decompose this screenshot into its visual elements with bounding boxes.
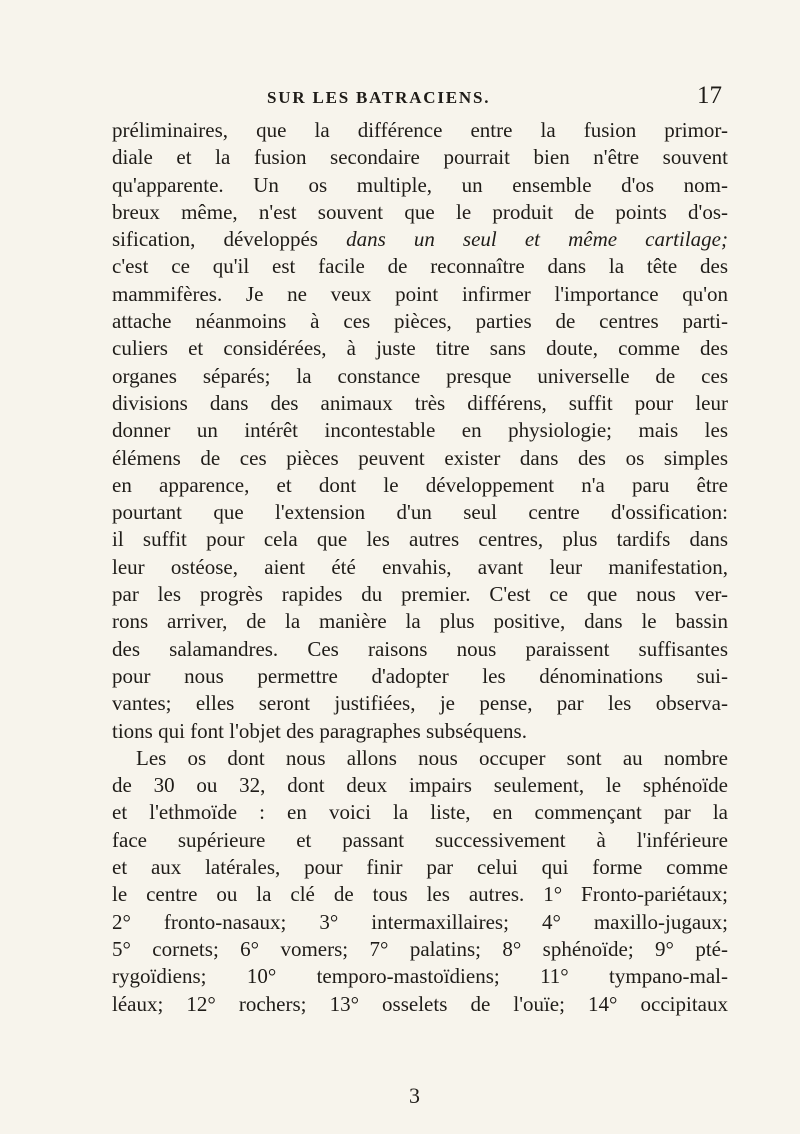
text-line: des salamandres. Ces raisons nous paraissent suffisantes	[112, 636, 728, 661]
text-line-with-italic	[112, 226, 728, 253]
text-line: en apparence, et dont le développement n'a paru être	[112, 472, 728, 497]
text-line: mammifères. Je ne veux point infirmer l'importance qu'on	[112, 281, 728, 306]
text-line: c'est ce qu'il est facile de reconnaître dans la tête des	[112, 254, 728, 279]
text-line: divisions dans des animaux très différens, suffit pour leur	[112, 390, 728, 415]
text-line: et aux latérales, pour finir par celui qui forme comme	[112, 855, 728, 880]
text-line: vantes; elles seront justifiées, je pense, par les observa-	[112, 691, 728, 716]
text-line: organes séparés; la constance presque universelle de ces	[112, 363, 728, 388]
text-line: leur ostéose, aient été envahis, avant leur manifestation,	[112, 554, 728, 579]
text-line: rygoïdiens; 10° temporo-mastoïdiens; 11° tympano-mal-	[112, 964, 728, 989]
text-line: face supérieure et passant successivement à l'inférieure	[112, 827, 728, 852]
italic-phrase: dans un seul et même cartilage;	[346, 227, 728, 252]
text-line: qu'apparente. Un os multiple, un ensemble d'os nom-	[112, 172, 728, 197]
text-line: par les progrès rapides du premier. C'est ce que nous ver-	[112, 582, 728, 607]
page-header	[0, 82, 800, 112]
text-line-paragraph-start: Les os dont nous allons nous occuper sont au nombre	[136, 745, 728, 770]
page-number: 17	[697, 82, 722, 109]
text-line: attache néanmoins à ces pièces, parties de centres parti-	[112, 309, 728, 334]
signature-mark: 3	[409, 1083, 420, 1108]
text-line: breux même, n'est souvent que le produit de points d'os-	[112, 199, 728, 224]
running-head: SUR LES BATRACIENS.	[267, 88, 491, 107]
text-line: préliminaires, que la différence entre la fusion primor-	[112, 118, 728, 142]
text-line: élémens de ces pièces peuvent exister dans des os simples	[112, 445, 728, 470]
text-line: léaux; 12° rochers; 13° osselets de l'ouïe; 14° occipitaux	[112, 991, 728, 1016]
text-line: rons arriver, de la manière la plus positive, dans le bassin	[112, 609, 728, 634]
text-line: le centre ou la clé de tous les autres. 1° Fronto-pariétaux;	[112, 882, 728, 907]
text-line: culiers et considérées, à juste titre sans doute, comme des	[112, 336, 728, 361]
text-line: pour nous permettre d'adopter les dénominations sui-	[112, 663, 728, 688]
text-line: de 30 ou 32, dont deux impairs seulement, le sphénoïde	[112, 773, 728, 798]
text-line: pourtant que l'extension d'un seul centre d'ossification:	[112, 500, 728, 525]
body-text	[112, 117, 728, 1018]
text-line: donner un intérêt incontestable en physiologie; mais les	[112, 418, 728, 443]
line-prefix: sification, développés	[112, 227, 347, 252]
text-line: 5° cornets; 6° vomers; 7° palatins; 8° sphénoïde; 9° pté-	[112, 936, 728, 961]
text-line: il suffit pour cela que les autres centres, plus tardifs dans	[112, 527, 728, 552]
text-line: 2° fronto-nasaux; 3° intermaxillaires; 4° maxillo-jugaux;	[112, 909, 728, 934]
text-line-paragraph-end: tions qui font l'objet des paragraphes subséquens.	[112, 718, 527, 743]
text-line: et l'ethmoïde : en voici la liste, en commençant par la	[112, 800, 728, 825]
text-line: diale et la fusion secondaire pourrait bien n'être souvent	[112, 145, 728, 170]
